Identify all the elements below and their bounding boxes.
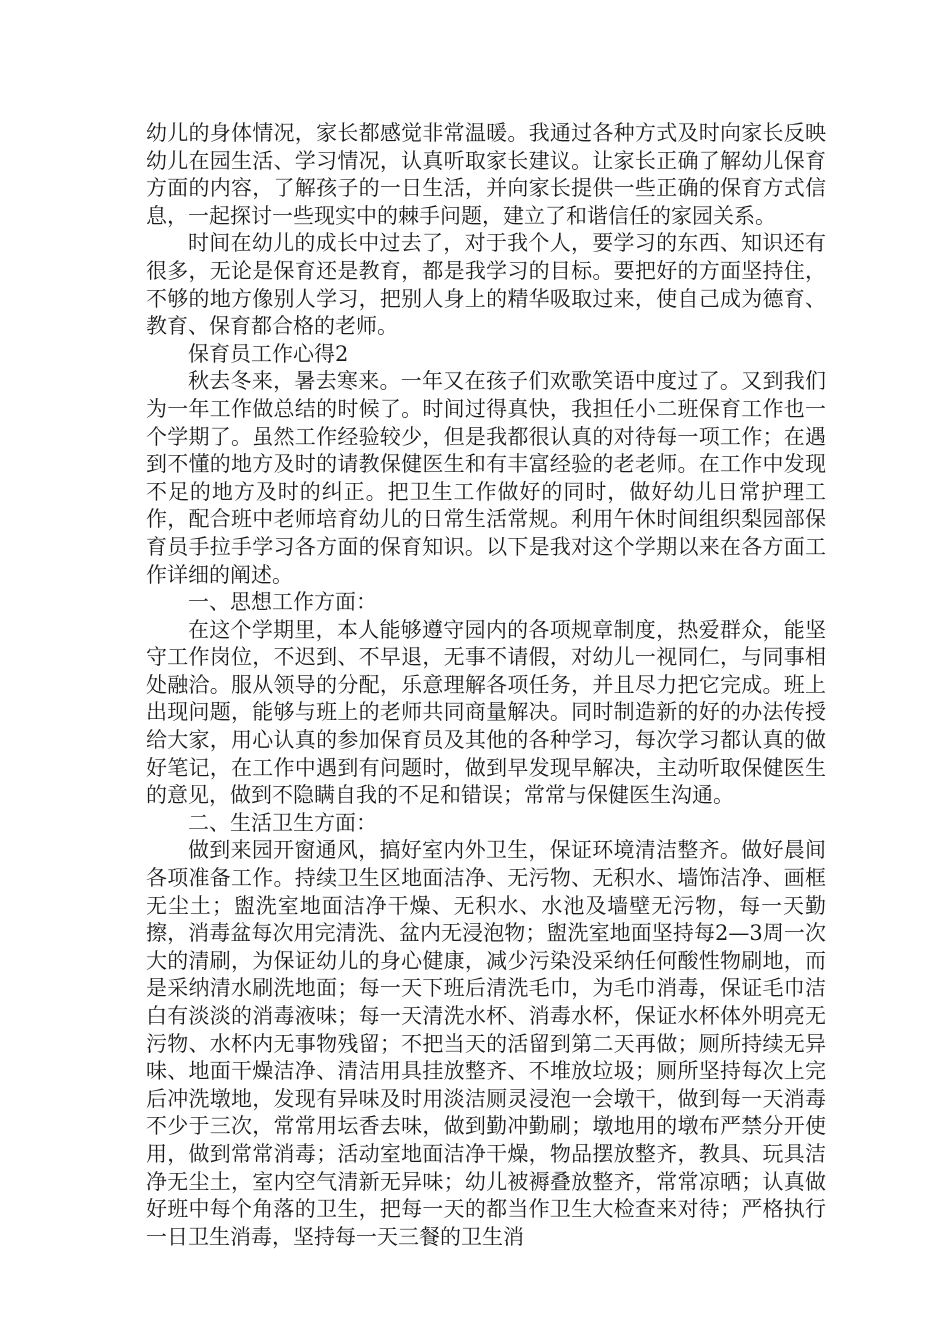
paragraph-ideology: 在这个学期里，本人能够遵守园内的各项规章制度，热爱群众，能坚守工作岗位，不迟到、不早退，无事不请假，对幼儿一视同仁，与同事相处融洽。服从领导的分配，乐意理解各项任务，并且尽力把它完成。班上出现问题，能够与班上的老师共同商量解决。同时制造新的好的办法传授给大家，用心认真的参加保育员及其他的各种学习，每次学习都认真的做好笔记，在工作中遇到有问题时，做到早发现早解决，主动听取保健医生的意见，做到不隐瞒自我的不足和错误；常常与保健医生沟通。 xyxy=(146,617,826,808)
paragraph-learning-goals: 时间在幼儿的成长中过去了，对于我个人，要学习的东西、知识还有很多，无论是保育还是教育，都是我学习的目标。要把好的方面坚持住，不够的地方像别人学习，把别人身上的精华吸取过来，使自己成为德育、教育、保育都合格的老师。 xyxy=(146,231,826,339)
section-title: 保育员工作心得2 xyxy=(188,341,349,366)
heading-ideology: 一、思想工作方面： xyxy=(188,590,377,615)
paragraph-hygiene: 做到来园开窗通风，搞好室内外卫生，保证环境清洁整齐。做好晨间各项准备工作。持续卫生区地面洁净、无污物、无积水、墙饰洁净、画框无尘土；盥洗室地面洁净干燥、无积水、水池及墙壁无污物，每一天勤擦，消毒盆每次用完清洗、盆内无浸泡物；盥洗室地面坚持每2—3周一次大的清刷，为保证幼儿的身心健康，减少污染没采纳任何酸性物刷地，而是采纳清水刷洗地面；每一天下班后清洗毛巾，为毛巾消毒，保证毛巾洁白有淡淡的消毒液味；每一天清洗水杯、消毒水杯，保证水杯体外明亮无污物、水杯内无事物残留；不把当天的活留到第二天再做；厕所持续无异味、地面干燥洁净、清洁用具挂放整齐、不堆放垃圾；厕所坚持每次上完后冲洗墩地，发现有异味及时用淡洁厕灵浸泡一会墩干，做到每一天消毒不少于三次，常常用坛香去味，做到勤冲勤刷；墩地用的墩布严禁分开使用，做到常常消毒；活动室地面洁净干燥，物品摆放整齐，教具、玩具洁净无尘土，室内空气清新无异味；幼儿被褥叠放整齐，常常凉晒；认真做好班中每个角落的卫生，把每一天的都当作卫生大检查来对待；严格执行一日卫生消毒，坚持每一天三餐的卫生消 xyxy=(146,838,826,1249)
heading-hygiene: 二、生活卫生方面： xyxy=(188,810,377,835)
document-body xyxy=(146,120,826,1251)
paragraph-family-relations: 幼儿的身体情况，家长都感觉非常温暖。我通过各种方式及时向家长反映幼儿在园生活、学习情况，认真听取家长建议。让家长正确了解幼儿保育方面的内容，了解孩子的一日生活，并向家长提供一些正确的保育方式信息，一起探讨一些现实中的棘手问题，建立了和谐信任的家园关系。 xyxy=(146,121,826,228)
paragraph-intro: 秋去冬来，暑去寒来。一年又在孩子们欢歌笑语中度过了。又到我们为一年工作做总结的时候了。时间过得真快，我担任小二班保育工作也一个学期了。虽然工作经验较少，但是我都很认真的对待每一项工作；在遇到不懂的地方及时的请教保健医生和有丰富经验的老老师。在工作中发现不足的地方及时的纠正。把卫生工作做好的同时，做好幼儿日常护理工作，配合班中老师培育幼儿的日常生活常规。利用午休时间组织梨园部保育员手拉手学习各方面的保育知识。以下是我对这个学期以来在各方面工作详细的阐述。 xyxy=(146,369,826,587)
